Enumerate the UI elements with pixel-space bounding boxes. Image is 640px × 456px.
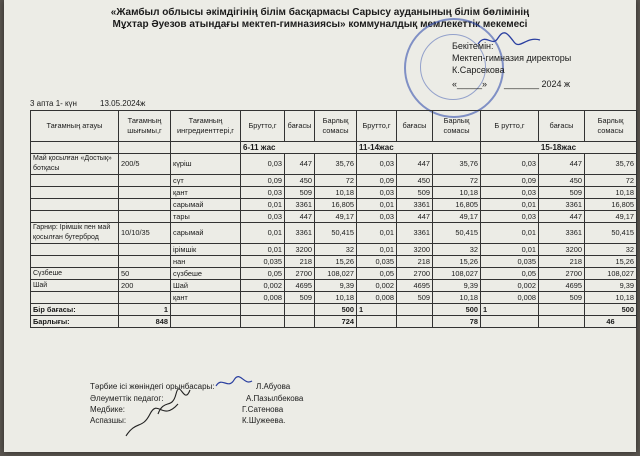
- row-price-a: 3361: [285, 199, 315, 211]
- row-dish: Сүзбеше: [31, 268, 119, 280]
- row-gross-a: 0,03: [241, 154, 285, 175]
- row-price-b: 4695: [397, 280, 433, 292]
- row-gross-b: 0,008: [357, 292, 397, 304]
- row-price-b: 450: [397, 175, 433, 187]
- table-row: [31, 211, 637, 223]
- row-gross-b: 0,01: [357, 199, 397, 211]
- unit-price-b: 500: [433, 304, 481, 316]
- row-total-a: 32: [315, 244, 357, 256]
- row-yield: 200/5: [119, 154, 171, 175]
- row-total-c: 9,39: [585, 280, 637, 292]
- table-row: [31, 244, 637, 256]
- row-price-c: 447: [539, 154, 585, 175]
- row-price-c: 3361: [539, 223, 585, 244]
- table-row: [31, 199, 637, 211]
- row-dish: [31, 211, 119, 223]
- row-total-b: 108,027: [433, 268, 481, 280]
- row-dish: Гарнир: Ірімшік пен май қосылған бутерброд: [31, 223, 119, 244]
- row-price-a: 3200: [285, 244, 315, 256]
- row-ingredient: сүт: [171, 175, 241, 187]
- col-total: Барлық сомасы: [315, 111, 357, 142]
- row-ingredient: сарымай: [171, 199, 241, 211]
- col-price-3: бағасы: [539, 111, 585, 142]
- row-price-c: 4695: [539, 280, 585, 292]
- row-gross-b: 0,03: [357, 154, 397, 175]
- row-gross-c: 0,002: [481, 280, 539, 292]
- approval-name: К.Сарсекова: [452, 65, 505, 75]
- footer-role: Әлеуметтік педагог:: [90, 394, 164, 403]
- row-gross-b: 0,09: [357, 175, 397, 187]
- table-row: [31, 280, 637, 292]
- row-gross-b: 0,002: [357, 280, 397, 292]
- col-price: бағасы: [285, 111, 315, 142]
- row-gross-b: 0,01: [357, 244, 397, 256]
- table-row: [31, 187, 637, 199]
- row-total-c: 16,805: [585, 199, 637, 211]
- footer-role: Аспазшы:: [90, 416, 127, 425]
- unit-price-c: 500: [585, 304, 637, 316]
- row-total-b: 32: [433, 244, 481, 256]
- row-total-a: 35,76: [315, 154, 357, 175]
- table-row: [31, 268, 637, 280]
- row-total-b: 15,26: [433, 256, 481, 268]
- row-ingredient: сарымай: [171, 223, 241, 244]
- row-total-b: 50,415: [433, 223, 481, 244]
- grand-total-row: [31, 316, 637, 328]
- unit-count-c: 1: [481, 304, 539, 316]
- unit-count-a: 1: [119, 304, 171, 316]
- row-dish: [31, 244, 119, 256]
- row-ingredient: қант: [171, 292, 241, 304]
- row-total-b: 35,76: [433, 154, 481, 175]
- row-gross-b: 0,035: [357, 256, 397, 268]
- unit-count-b: 1: [357, 304, 397, 316]
- col-price-2: бағасы: [397, 111, 433, 142]
- grand-total-d: 46: [585, 316, 637, 328]
- table-row: [31, 223, 637, 244]
- row-total-b: 49,17: [433, 211, 481, 223]
- row-dish: Шай: [31, 280, 119, 292]
- row-gross-a: 0,01: [241, 223, 285, 244]
- row-price-a: 2700: [285, 268, 315, 280]
- unit-price-label: Бір бағасы:: [31, 304, 119, 316]
- footer-role: Медбике:: [90, 405, 126, 414]
- row-price-b: 2700: [397, 268, 433, 280]
- approval-date-prefix: «_____»: [452, 79, 488, 89]
- grand-total-a: 848: [119, 316, 171, 328]
- col-gross-3: Б рутто,г: [481, 111, 539, 142]
- row-gross-c: 0,01: [481, 223, 539, 244]
- age-group-11-14: 11-14жас: [357, 142, 481, 154]
- row-yield: [119, 175, 171, 187]
- row-total-a: 16,805: [315, 199, 357, 211]
- row-price-c: 450: [539, 175, 585, 187]
- footer-role: Тәрбие ісі жөніндегі орынбасары:: [90, 382, 215, 391]
- row-gross-a: 0,002: [241, 280, 285, 292]
- row-ingredient: тары: [171, 211, 241, 223]
- row-total-a: 10,18: [315, 292, 357, 304]
- row-total-a: 108,027: [315, 268, 357, 280]
- footer-name: К.Шужеева.: [242, 416, 286, 425]
- row-price-b: 509: [397, 187, 433, 199]
- menu-table: [30, 110, 637, 328]
- age-group-6-11: 6-11 жас: [241, 142, 357, 154]
- menu-date: 13.05.2024ж: [100, 99, 146, 108]
- row-total-c: 15,26: [585, 256, 637, 268]
- row-yield: [119, 199, 171, 211]
- row-price-c: 3200: [539, 244, 585, 256]
- row-gross-b: 0,03: [357, 211, 397, 223]
- row-ingredient: ірімшік: [171, 244, 241, 256]
- col-yield: Тағамның шығымы,г: [119, 111, 171, 142]
- row-ingredient: сүзбеше: [171, 268, 241, 280]
- row-yield: [119, 244, 171, 256]
- row-gross-a: 0,01: [241, 244, 285, 256]
- row-ingredient: қант: [171, 187, 241, 199]
- week-day: 3 апта 1- күн: [30, 99, 77, 108]
- row-total-a: 10,18: [315, 187, 357, 199]
- row-gross-c: 0,03: [481, 154, 539, 175]
- row-total-b: 10,18: [433, 187, 481, 199]
- row-price-a: 447: [285, 154, 315, 175]
- row-total-a: 72: [315, 175, 357, 187]
- table-header-row: [31, 111, 637, 142]
- row-price-b: 218: [397, 256, 433, 268]
- row-total-c: 32: [585, 244, 637, 256]
- row-total-c: 50,415: [585, 223, 637, 244]
- row-yield: [119, 256, 171, 268]
- row-yield: 200: [119, 280, 171, 292]
- row-price-a: 450: [285, 175, 315, 187]
- footer-name: Л.Абуова: [256, 382, 291, 391]
- row-gross-a: 0,09: [241, 175, 285, 187]
- row-price-c: 218: [539, 256, 585, 268]
- row-ingredient: нан: [171, 256, 241, 268]
- row-price-c: 509: [539, 187, 585, 199]
- row-dish: [31, 187, 119, 199]
- row-price-b: 509: [397, 292, 433, 304]
- row-gross-c: 0,03: [481, 187, 539, 199]
- row-gross-c: 0,035: [481, 256, 539, 268]
- row-price-c: 2700: [539, 268, 585, 280]
- grand-total-label: Барлығы:: [31, 316, 119, 328]
- row-total-c: 108,027: [585, 268, 637, 280]
- row-price-b: 3361: [397, 199, 433, 211]
- row-gross-c: 0,01: [481, 199, 539, 211]
- row-yield: [119, 187, 171, 199]
- table-row: [31, 154, 637, 175]
- row-dish: Май қосылған «Достық» ботқасы: [31, 154, 119, 175]
- row-total-b: 10,18: [433, 292, 481, 304]
- col-total-2: Барлық сомасы: [433, 111, 481, 142]
- row-price-a: 509: [285, 187, 315, 199]
- header-line-2: Мұхтар Әуезов атындағы мектеп-гимназиясы» коммуналдық мемлекеттік мекемесі: [112, 19, 528, 30]
- deputy-signature: [214, 376, 254, 390]
- row-dish: [31, 292, 119, 304]
- row-total-b: 16,805: [433, 199, 481, 211]
- footer-name: Г.Сатенова: [242, 405, 284, 414]
- row-gross-a: 0,01: [241, 199, 285, 211]
- row-gross-b: 0,01: [357, 223, 397, 244]
- row-gross-c: 0,05: [481, 268, 539, 280]
- row-total-c: 35,76: [585, 154, 637, 175]
- row-price-b: 3361: [397, 223, 433, 244]
- row-yield: 10/10/35: [119, 223, 171, 244]
- row-dish: [31, 199, 119, 211]
- row-yield: 50: [119, 268, 171, 280]
- row-price-c: 509: [539, 292, 585, 304]
- row-gross-b: 0,05: [357, 268, 397, 280]
- row-price-a: 509: [285, 292, 315, 304]
- row-price-a: 447: [285, 211, 315, 223]
- col-ingredients: Тағамның ингредиенттері,г: [171, 111, 241, 142]
- unit-price-a: 500: [315, 304, 357, 316]
- row-gross-a: 0,03: [241, 187, 285, 199]
- row-gross-c: 0,03: [481, 211, 539, 223]
- row-gross-b: 0,03: [357, 187, 397, 199]
- row-total-c: 72: [585, 175, 637, 187]
- row-gross-a: 0,03: [241, 211, 285, 223]
- approval-date: _______ 2024 ж: [504, 79, 571, 89]
- grand-total-b: 724: [315, 316, 357, 328]
- row-yield: [119, 211, 171, 223]
- row-price-a: 3361: [285, 223, 315, 244]
- col-gross-2: Брутто,г: [357, 111, 397, 142]
- row-total-a: 49,17: [315, 211, 357, 223]
- footer-name: А.Пазылбекова: [246, 394, 304, 403]
- row-total-c: 49,17: [585, 211, 637, 223]
- row-total-a: 9,39: [315, 280, 357, 292]
- header-line-1: «Жамбыл облысы әкімдігінің білім басқармасы Сарысу ауданының білім бөлімінің: [110, 7, 530, 18]
- approval-label: Бекітемін:: [452, 41, 494, 51]
- row-gross-c: 0,01: [481, 244, 539, 256]
- grand-total-c: 78: [433, 316, 481, 328]
- row-ingredient: күріш: [171, 154, 241, 175]
- nurse-signature: [122, 400, 182, 440]
- row-total-c: 10,18: [585, 187, 637, 199]
- row-price-b: 447: [397, 154, 433, 175]
- approval-position: Мектеп-гимназия директоры: [452, 53, 572, 63]
- row-price-c: 447: [539, 211, 585, 223]
- row-ingredient: Шай: [171, 280, 241, 292]
- row-gross-a: 0,008: [241, 292, 285, 304]
- row-yield: [119, 292, 171, 304]
- menu-document: [4, 0, 636, 452]
- row-total-c: 10,18: [585, 292, 637, 304]
- row-price-a: 218: [285, 256, 315, 268]
- row-price-c: 3361: [539, 199, 585, 211]
- unit-price-row: [31, 304, 637, 316]
- col-total-3: Барлық сомасы: [585, 111, 637, 142]
- row-gross-c: 0,09: [481, 175, 539, 187]
- row-total-a: 50,415: [315, 223, 357, 244]
- row-gross-a: 0,05: [241, 268, 285, 280]
- row-total-b: 72: [433, 175, 481, 187]
- row-dish: [31, 256, 119, 268]
- table-row: [31, 292, 637, 304]
- table-row: [31, 175, 637, 187]
- table-row: [31, 256, 637, 268]
- row-gross-c: 0,008: [481, 292, 539, 304]
- row-price-b: 3200: [397, 244, 433, 256]
- age-group-row: [31, 142, 637, 154]
- row-price-a: 4695: [285, 280, 315, 292]
- age-group-15-18: 15-18жас: [481, 142, 637, 154]
- row-total-b: 9,39: [433, 280, 481, 292]
- row-gross-a: 0,035: [241, 256, 285, 268]
- row-total-a: 15,26: [315, 256, 357, 268]
- row-dish: [31, 175, 119, 187]
- row-price-b: 447: [397, 211, 433, 223]
- col-dish: Тағамның атауы: [31, 111, 119, 142]
- col-gross: Брутто,г: [241, 111, 285, 142]
